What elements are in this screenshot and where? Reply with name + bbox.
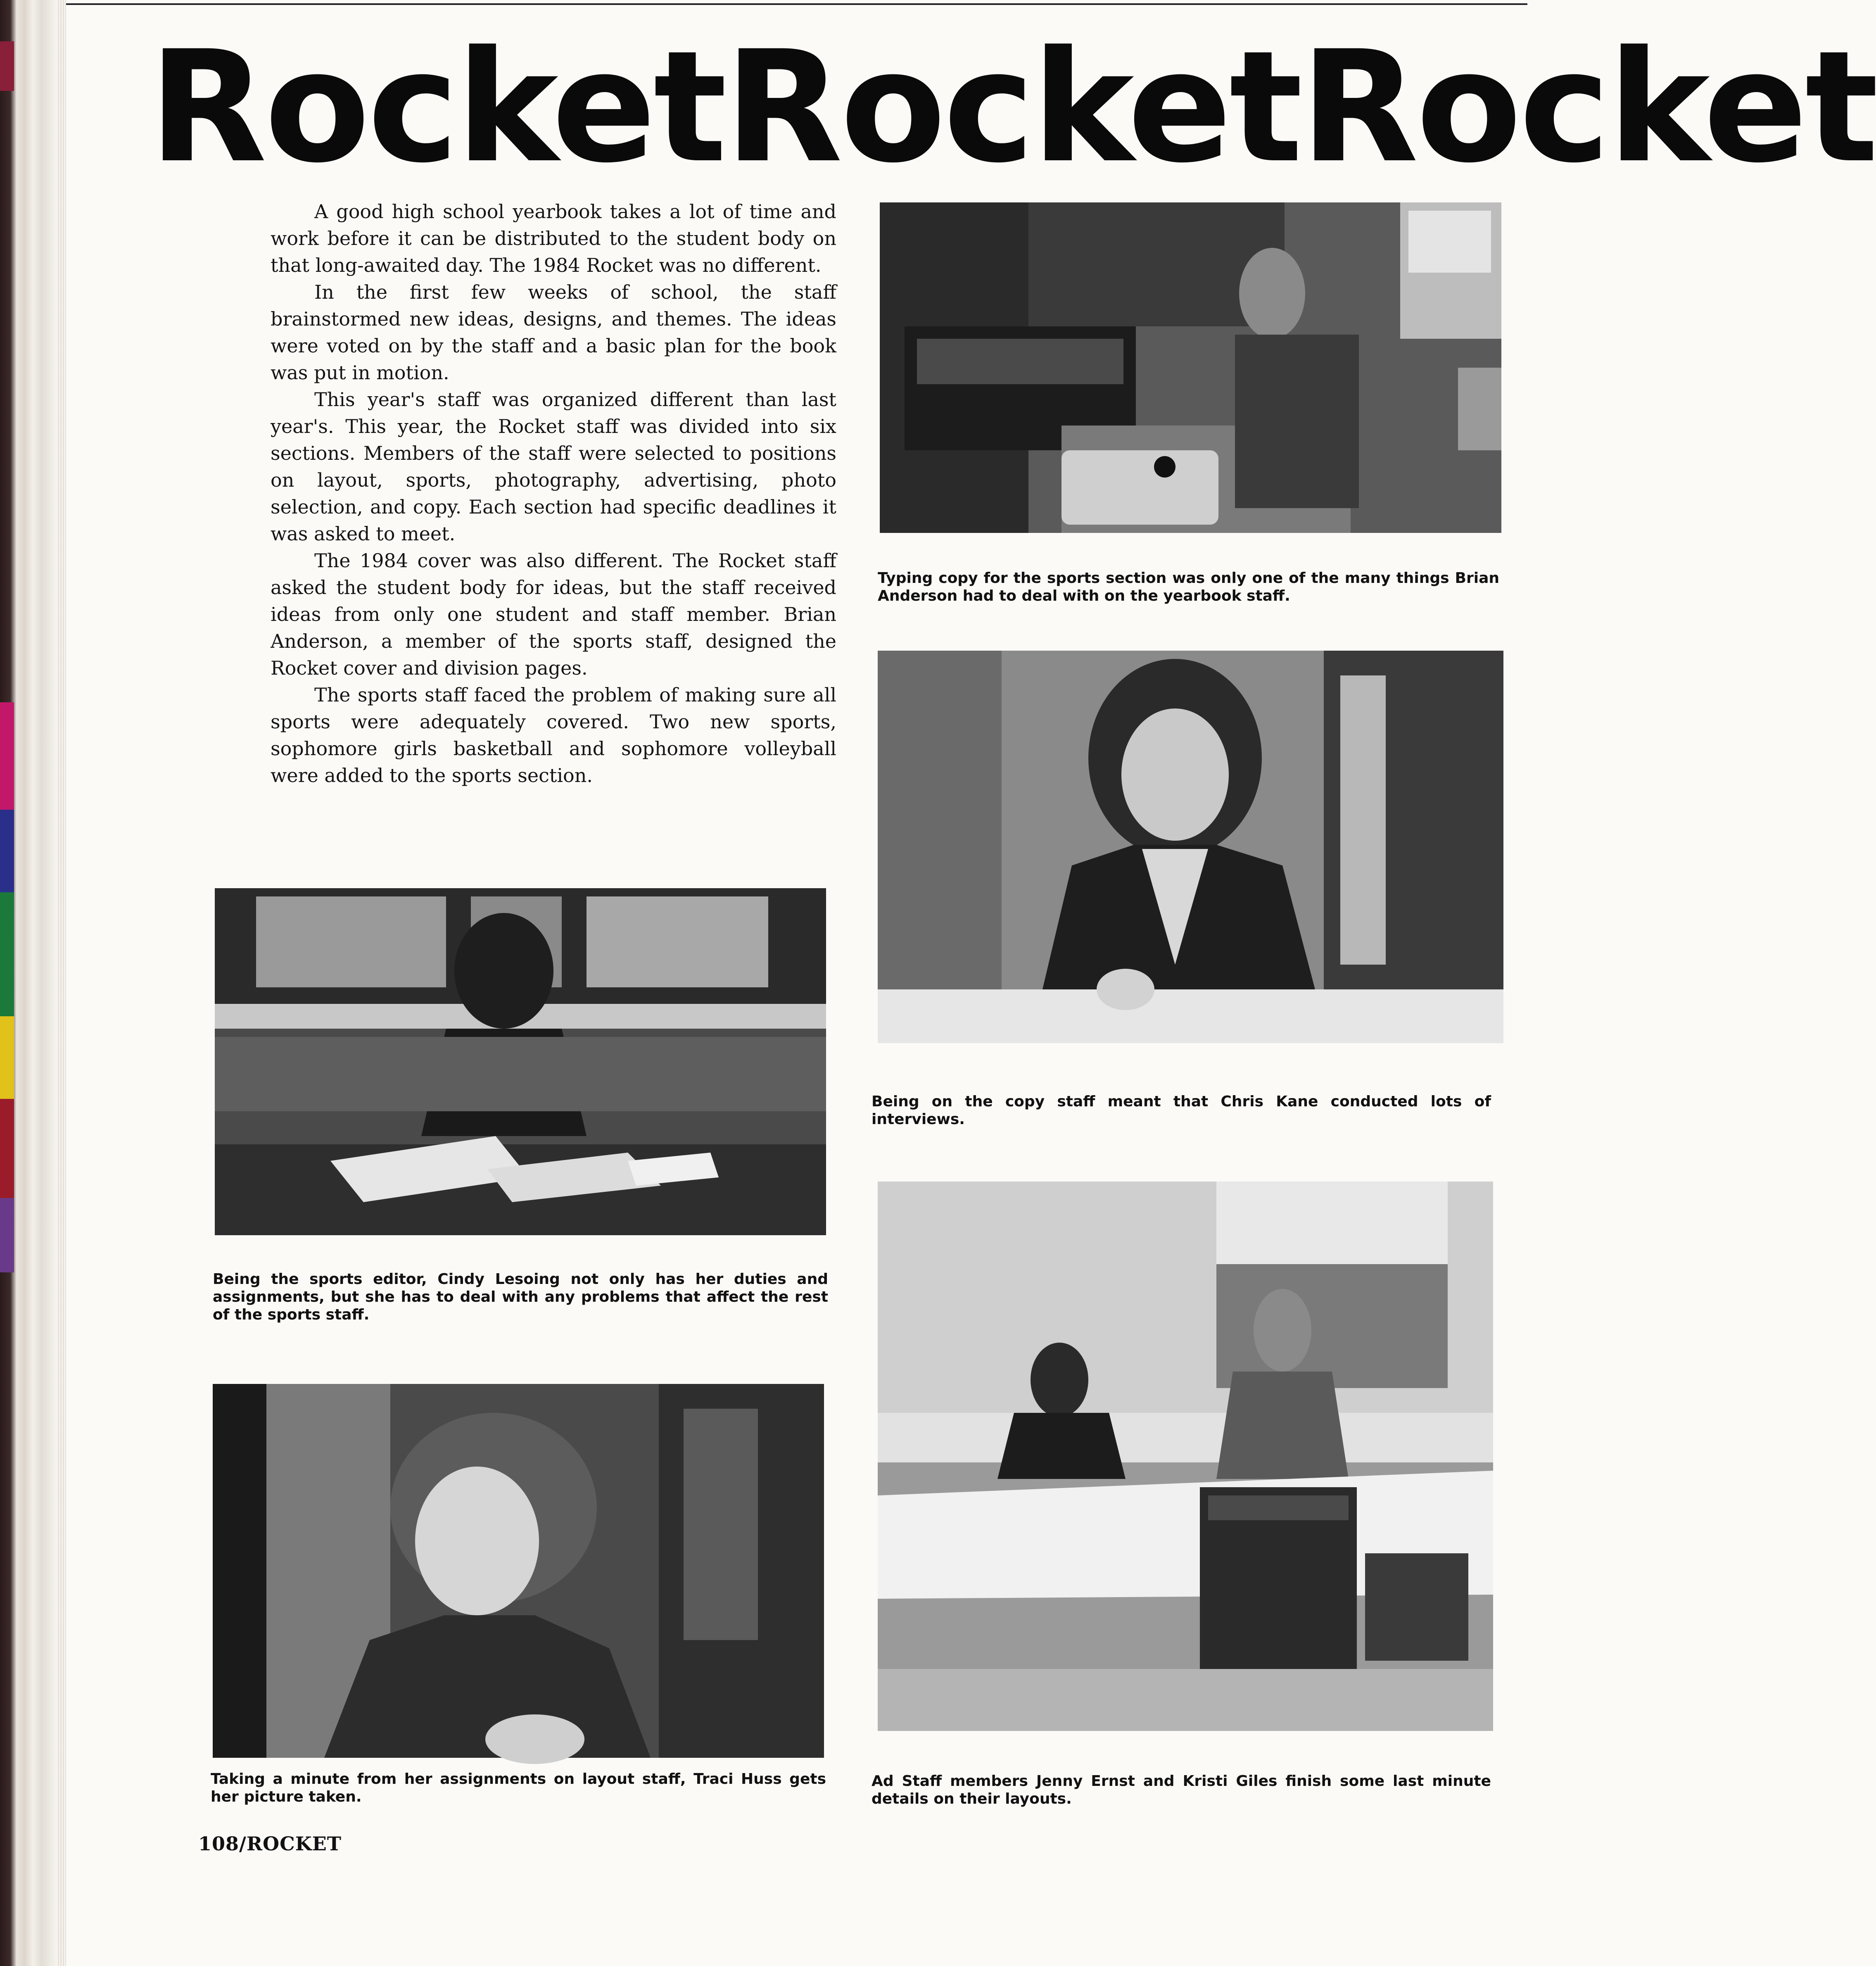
spine-stripe-purple: [0, 1198, 14, 1272]
caption-ad-staff: Ad Staff members Jenny Ernst and Kristi Giles finish some last minute details on their layouts.: [872, 1773, 1491, 1807]
page-edge: [58, 0, 66, 1966]
caption-sports-editor: Being the sports editor, Cindy Lesoing not only has her duties and assignments, but she has to deal with any problems that affect the rest of the sports staff.: [213, 1271, 828, 1323]
spine-stripe-green: [0, 892, 14, 1016]
spine-stripe-blue: [0, 810, 14, 892]
photo-typing-brian-anderson: [880, 202, 1501, 533]
spine-stripe-dark: [0, 41, 14, 91]
spine-stripe-red: [0, 1099, 14, 1198]
spine-stripe-magenta: [0, 702, 14, 810]
caption-typing: Typing copy for the sports section was only one of the many things Brian Anderson had to deal with on the yearbook staff.: [878, 570, 1499, 604]
body-paragraph: In the first few weeks of school, the staff brainstormed new ideas, designs, and themes. The ideas were voted on by the staff and a basic plan for the book was put in motion.: [271, 281, 836, 384]
photo-ad-staff: [878, 1182, 1493, 1731]
body-paragraph: The sports staff faced the problem of making sure all sports were adequately covered. Two new sports, sophomore girls basketball and sophomore volleyball were added to the sports section.: [271, 684, 836, 787]
caption-copy-staff: Being on the copy staff meant that Chris Kane conducted lots of interviews.: [872, 1093, 1491, 1128]
photo-cindy-lesoing: [215, 888, 826, 1235]
top-rule: [66, 3, 1527, 5]
page-folio: 108/ROCKET: [198, 1833, 342, 1855]
body-paragraph: The 1984 cover was also different. The Rocket staff asked the student body for ideas, but the staff received ideas from only one student and staff member. Brian Anderson, a member of the sports staff, designed the Rocket cover and division pages.: [271, 549, 836, 679]
body-paragraph: This year's staff was organized different than last year's. This year, the Rocket staff was divided into six sections. Members of the staff were selected to positions on layout, sports, photography, advertising, photo selection, and copy. Each section had specific deadlines it was asked to meet.: [271, 388, 836, 545]
spine-stripe-yellow: [0, 1016, 14, 1099]
body-copy: [271, 198, 836, 789]
photo-traci-huss: [213, 1384, 824, 1758]
caption-layout-staff: Taking a minute from her assignments on layout staff, Traci Huss gets her picture taken.: [211, 1771, 826, 1805]
photo-chris-kane: [878, 651, 1503, 1043]
body-paragraph: A good high school yearbook takes a lot of time and work before it can be distributed to the student body on that long-awaited day. The 1984 Rocket was no different.: [271, 200, 836, 276]
book-spine: [0, 0, 58, 1966]
page-title: RocketRocketRocket: [149, 18, 1876, 197]
